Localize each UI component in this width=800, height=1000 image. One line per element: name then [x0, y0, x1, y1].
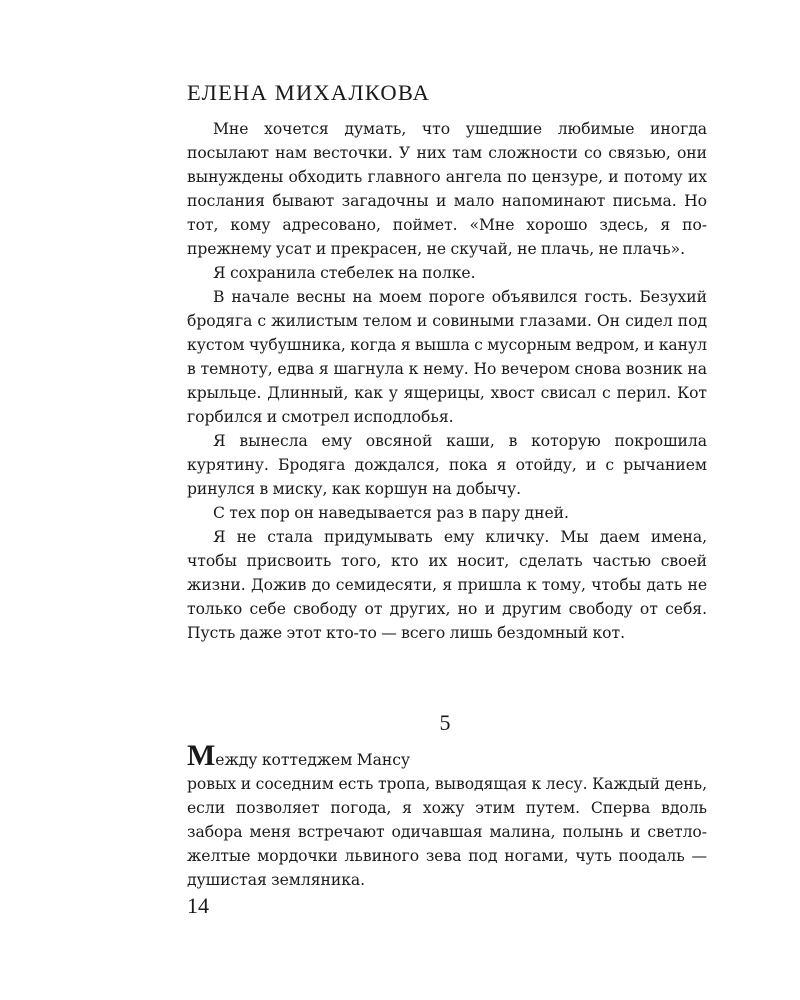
text-block	[187, 117, 707, 645]
chapter-first-line	[187, 739, 707, 772]
chapter-opening-paragraph	[187, 739, 707, 892]
first-line-text: ежду коттеджем Мансу	[215, 751, 411, 769]
chapter-body-text: ровых и соседним есть тропа, выводящая к лесу. Каждый день, если позволяет погода, я хожу этим путем. Сперва вдоль забора меня встречают одичавшая малина, полынь и светло-желтые мордочки львиного зева под ногами, чуть поодаль — душистая земляника.	[187, 775, 707, 889]
paragraph: С тех пор он наведывается раз в пару дней.	[213, 504, 569, 522]
paragraph: Мне хочется думать, что ушедшие любимые иногда посылают нам весточки. У них там сложности со связью, они вынуждены обходить главного ангела по цензуре, и потому их послания бывают загадочны и мало напоминают письма. Но тот, кому адресовано, поймет. «Мне хорошо здесь, я по-прежнему усат и прекрасен, не скучай, не плачь, не плачь».	[187, 120, 707, 258]
paragraph: В начале весны на моем пороге объявился гость. Безухий бродяга с жилистым телом и совиными глазами. Он сидел под кустом чубушника, когда я вышла с мусорным ведром, и канул в темноту, едва я шагнула к нему. Но вечером снова возник на крыльце. Длинный, как у ящерицы, хвост свисал с перил. Кот горбился и смотрел исподлобья.	[187, 288, 707, 426]
chapter-number: 5	[439, 710, 451, 735]
page-number: 14	[187, 893, 209, 918]
paragraph: Я сохранила стебелек на полке.	[213, 264, 476, 282]
paragraph: Я вынесла ему овсяной каши, в которую покрошила курятину. Бродяга дождался, пока я отойду, и с рычанием ринулся в миску, как коршун на добычу.	[187, 432, 707, 498]
running-header-author: ЕЛЕНА МИХАЛКОВА	[187, 80, 431, 105]
paragraph: Я не стала придумывать ему кличку. Мы даем имена, чтобы присвоить того, кто их носит, сделать частью своей жизни. Дожив до семидесяти, я пришла к тому, чтобы дать не только себе свободу от других, но и другим свободу от себя. Пусть даже этот кто-то — всего лишь бездомный кот.	[187, 528, 707, 642]
drop-cap-letter: М	[187, 739, 216, 772]
chapter-text-block	[187, 739, 707, 892]
